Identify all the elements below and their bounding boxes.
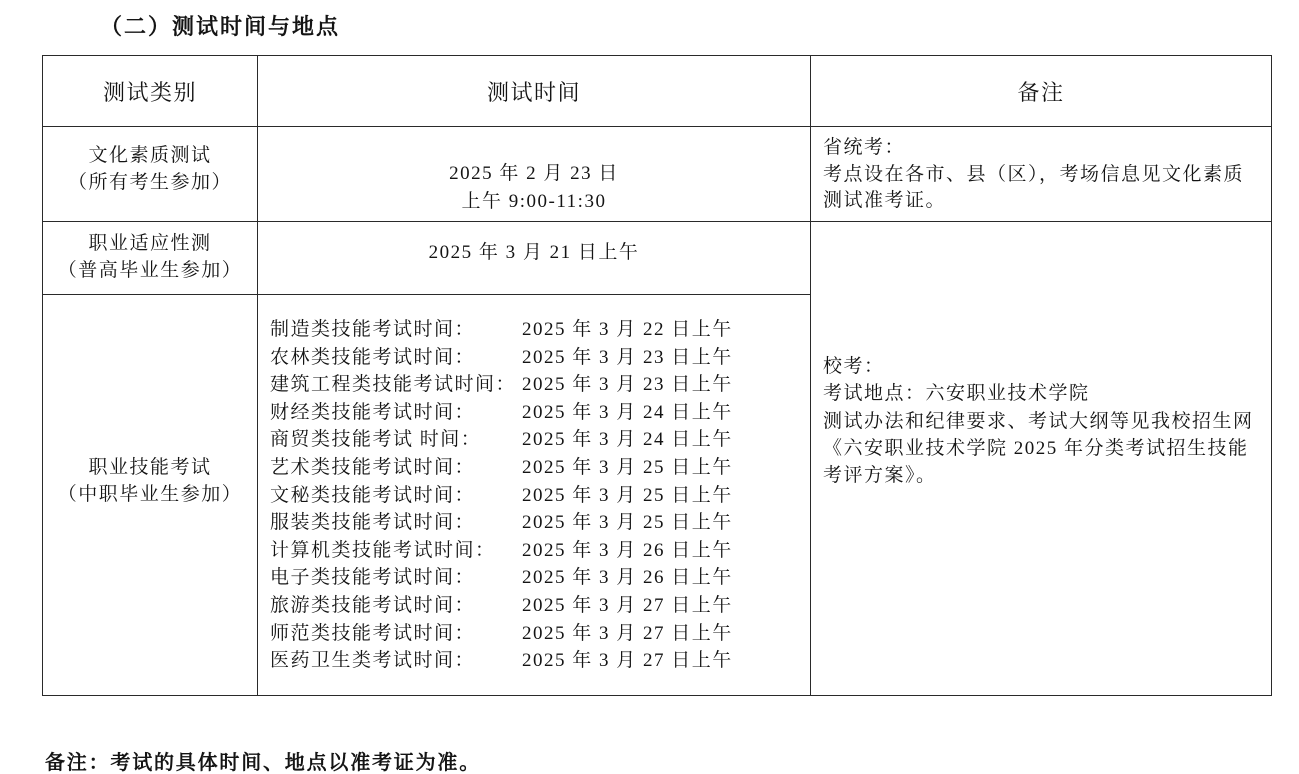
schedule-date: 2025 年 3 月 27 日上午 bbox=[522, 622, 733, 644]
schedule-label: 电子类技能考试时间： bbox=[270, 567, 476, 589]
schedule-date: 2025 年 3 月 26 日上午 bbox=[522, 567, 733, 589]
footer-note: 备注：考试的具体时间、地点以准考证为准。 bbox=[45, 752, 481, 774]
category-name: 职业技能考试 bbox=[88, 457, 212, 478]
category-cell bbox=[43, 222, 258, 295]
schedule-row bbox=[270, 509, 810, 537]
table-header-row bbox=[43, 56, 1272, 127]
header-note: 备注 bbox=[811, 56, 1272, 127]
schedule-date: 2025 年 3 月 23 日上午 bbox=[522, 374, 733, 396]
time-cell bbox=[258, 127, 811, 222]
schedule-label: 医药卫生类考试时间： bbox=[270, 650, 476, 672]
category-participants: （所有考生参加） bbox=[67, 172, 232, 193]
header-time: 测试时间 bbox=[258, 56, 811, 127]
schedule-table bbox=[42, 55, 1272, 696]
note-line: 校考： bbox=[823, 356, 885, 377]
schedule-label: 计算机类技能考试时间： bbox=[270, 539, 496, 561]
schedule-row bbox=[270, 537, 810, 565]
schedule-label: 文秘类技能考试时间： bbox=[270, 484, 476, 506]
time-date: 2025 年 2 月 23 日 bbox=[449, 163, 619, 184]
schedule-row bbox=[270, 316, 810, 344]
schedule-row bbox=[270, 564, 810, 592]
schedule-date: 2025 年 3 月 24 日上午 bbox=[522, 429, 733, 451]
time-date: 2025 年 3 月 21 日上午 bbox=[428, 242, 640, 263]
skills-schedule-cell bbox=[258, 295, 811, 696]
time-cell bbox=[258, 222, 811, 295]
time-hours: 上午 9:00-11:30 bbox=[461, 191, 607, 212]
category-name: 职业适应性测 bbox=[88, 233, 212, 254]
schedule-row bbox=[270, 592, 810, 620]
note-line: 测试准考证。 bbox=[823, 190, 947, 211]
schedule-date: 2025 年 3 月 27 日上午 bbox=[522, 650, 733, 672]
schedule-label: 商贸类技能考试 时间： bbox=[270, 429, 482, 451]
section-title: （二）测试时间与地点 bbox=[100, 14, 341, 39]
schedule-date: 2025 年 3 月 26 日上午 bbox=[522, 539, 733, 561]
schedule-date: 2025 年 3 月 24 日上午 bbox=[522, 401, 733, 423]
note-line: 《六安职业技术学院 2025 年分类考试招生技能 bbox=[823, 437, 1249, 459]
note-line: 考点设在各市、县（区），考场信息见文化素质 bbox=[823, 163, 1245, 185]
note-line: 考评方案》。 bbox=[823, 465, 937, 487]
schedule-label: 旅游类技能考试时间： bbox=[270, 594, 476, 616]
category-participants: （普高毕业生参加） bbox=[57, 260, 243, 281]
table-row bbox=[43, 127, 1272, 222]
note-cell bbox=[811, 127, 1272, 222]
note-line: 考试地点：六安职业技术学院 bbox=[823, 383, 1090, 405]
schedule-date: 2025 年 3 月 22 日上午 bbox=[522, 319, 733, 340]
table-row bbox=[43, 222, 1272, 295]
schedule-date: 2025 年 3 月 25 日上午 bbox=[522, 512, 733, 534]
category-cell bbox=[43, 127, 258, 222]
category-name: 文化素质测试 bbox=[88, 145, 212, 166]
schedule-row bbox=[270, 482, 810, 510]
schedule-row bbox=[270, 620, 810, 648]
note-line: 测试办法和纪律要求、考试大纲等见我校招生网 bbox=[823, 410, 1254, 432]
schedule-date: 2025 年 3 月 23 日上午 bbox=[522, 346, 733, 368]
schedule-date: 2025 年 3 月 27 日上午 bbox=[522, 594, 733, 616]
schedule-date: 2025 年 3 月 25 日上午 bbox=[522, 484, 733, 506]
schedule-row bbox=[270, 399, 810, 427]
header-category: 测试类别 bbox=[43, 56, 258, 127]
note-line: 省统考： bbox=[823, 137, 906, 158]
schedule-label: 制造类技能考试时间： bbox=[270, 319, 476, 340]
schedule-label: 服装类技能考试时间： bbox=[270, 512, 476, 534]
schedule-label: 财经类技能考试时间： bbox=[270, 401, 476, 423]
schedule-row bbox=[270, 344, 810, 372]
schedule-row bbox=[270, 371, 810, 399]
category-cell bbox=[43, 295, 258, 696]
schedule-label: 艺术类技能考试时间： bbox=[270, 456, 476, 478]
schedule-date: 2025 年 3 月 25 日上午 bbox=[522, 456, 733, 478]
schedule-row bbox=[270, 647, 810, 675]
shared-note-cell bbox=[811, 222, 1272, 696]
schedule-row bbox=[270, 454, 810, 482]
category-participants: （中职毕业生参加） bbox=[57, 484, 243, 505]
schedule-label: 农林类技能考试时间： bbox=[270, 346, 476, 368]
schedule-label: 师范类技能考试时间： bbox=[270, 622, 476, 644]
schedule-label: 建筑工程类技能考试时间： bbox=[270, 374, 517, 396]
schedule-row bbox=[270, 426, 810, 454]
